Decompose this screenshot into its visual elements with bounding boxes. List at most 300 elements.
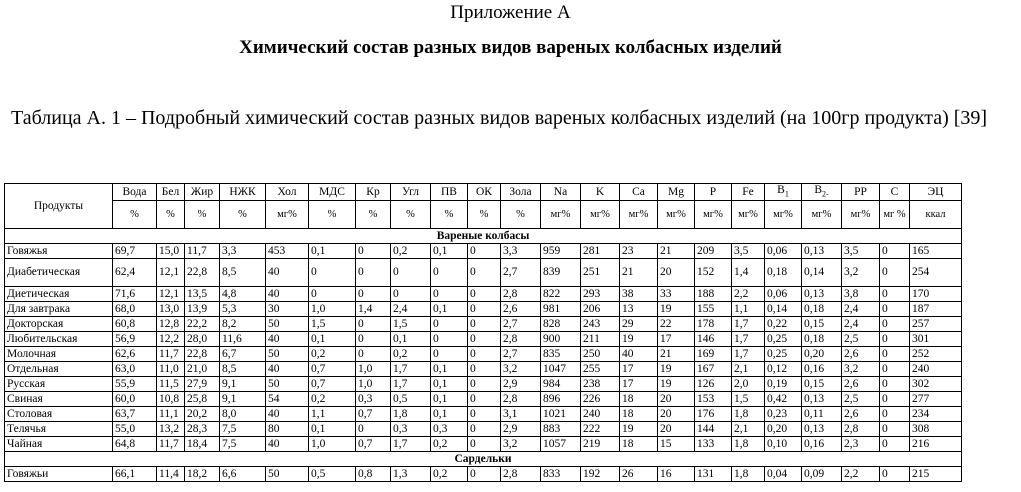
value-cell: 277: [910, 392, 962, 407]
value-cell: 1,8: [732, 407, 765, 422]
unit-header: мг %: [880, 201, 910, 229]
value-cell: 835: [541, 347, 581, 362]
product-name: Докторская: [5, 317, 113, 332]
value-cell: 40: [266, 287, 309, 302]
value-cell: 12,1: [157, 287, 185, 302]
value-cell: 22,8: [185, 347, 220, 362]
value-cell: 23: [620, 244, 658, 259]
value-cell: 0: [468, 437, 501, 452]
value-cell: 0: [356, 287, 391, 302]
value-cell: 1,8: [732, 437, 765, 452]
value-cell: 4,8: [220, 287, 266, 302]
value-cell: 131: [695, 467, 732, 482]
column-header: Зола: [501, 184, 541, 201]
value-cell: 167: [695, 362, 732, 377]
value-cell: 0,13: [802, 287, 842, 302]
value-cell: 9,1: [220, 392, 266, 407]
value-cell: 211: [581, 332, 620, 347]
value-cell: 17: [620, 377, 658, 392]
value-cell: 9,1: [220, 377, 266, 392]
table-row: [5, 392, 962, 407]
value-cell: 0: [468, 287, 501, 302]
value-cell: 15: [658, 437, 695, 452]
value-cell: 0,1: [431, 407, 468, 422]
unit-header: ккал: [910, 201, 962, 229]
value-cell: 8,5: [220, 362, 266, 377]
table-row: [5, 332, 962, 347]
unit-header: мг%: [695, 201, 732, 229]
value-cell: 176: [695, 407, 732, 422]
value-cell: 215: [910, 467, 962, 482]
value-cell: 1047: [541, 362, 581, 377]
value-cell: 0,1: [309, 332, 356, 347]
unit-header: %: [391, 201, 431, 229]
value-cell: 2,8: [501, 467, 541, 482]
unit-header: %: [309, 201, 356, 229]
value-cell: 0,11: [802, 407, 842, 422]
value-cell: 243: [581, 317, 620, 332]
value-cell: 2,0: [732, 377, 765, 392]
value-cell: 254: [910, 259, 962, 287]
value-cell: 839: [541, 259, 581, 287]
value-cell: 60,0: [113, 392, 157, 407]
value-cell: 0: [468, 422, 501, 437]
unit-header: %: [220, 201, 266, 229]
value-cell: 1021: [541, 407, 581, 422]
value-cell: 2,6: [842, 347, 880, 362]
value-cell: 2,5: [842, 392, 880, 407]
value-cell: 2,2: [732, 287, 765, 302]
chemical-composition-table: [4, 183, 962, 482]
value-cell: 11,7: [185, 244, 220, 259]
value-cell: 0,13: [802, 392, 842, 407]
value-cell: 281: [581, 244, 620, 259]
value-cell: 2,6: [842, 407, 880, 422]
product-name: Любительская: [5, 332, 113, 347]
value-cell: 28,3: [185, 422, 220, 437]
column-header: Fe: [732, 184, 765, 201]
unit-header: мг%: [658, 201, 695, 229]
value-cell: 38: [620, 287, 658, 302]
table-caption: Таблица А. 1 – Подробный химический состав разных видов вареных колбасных изделий (на 100гр продукта) [39]: [11, 107, 988, 129]
value-cell: 1,0: [356, 362, 391, 377]
value-cell: 0,23: [765, 407, 802, 422]
value-cell: 69,7: [113, 244, 157, 259]
value-cell: 0,7: [356, 407, 391, 422]
value-cell: 20: [658, 422, 695, 437]
value-cell: 981: [541, 302, 581, 317]
value-cell: 0,13: [802, 244, 842, 259]
value-cell: 50: [266, 377, 309, 392]
table-row: [5, 437, 962, 452]
value-cell: 54: [266, 392, 309, 407]
value-cell: 40: [620, 347, 658, 362]
unit-header: %: [468, 201, 501, 229]
value-cell: 293: [581, 287, 620, 302]
unit-header: мг%: [541, 201, 581, 229]
value-cell: 1,1: [309, 407, 356, 422]
table-row: [5, 422, 962, 437]
value-cell: 0,04: [765, 467, 802, 482]
unit-header: %: [113, 201, 157, 229]
value-cell: 301: [910, 332, 962, 347]
value-cell: 22,2: [185, 317, 220, 332]
value-cell: 2,8: [501, 287, 541, 302]
table-row: [5, 259, 962, 287]
value-cell: 0,7: [309, 377, 356, 392]
value-cell: 216: [910, 437, 962, 452]
value-cell: 6,6: [220, 467, 266, 482]
product-name: Говяжьи: [5, 467, 113, 482]
value-cell: 0: [309, 287, 356, 302]
product-name: Чайная: [5, 437, 113, 452]
column-header: Ca: [620, 184, 658, 201]
column-header: K: [581, 184, 620, 201]
product-name: Русская: [5, 377, 113, 392]
value-cell: 822: [541, 287, 581, 302]
value-cell: 0: [356, 244, 391, 259]
column-header: PP: [842, 184, 880, 201]
value-cell: 3,3: [220, 244, 266, 259]
value-cell: 56,9: [113, 332, 157, 347]
value-cell: 7,5: [220, 437, 266, 452]
value-cell: 13,0: [157, 302, 185, 317]
value-cell: 170: [910, 287, 962, 302]
value-cell: 16: [658, 467, 695, 482]
value-cell: 62,4: [113, 259, 157, 287]
value-cell: 0,18: [802, 332, 842, 347]
value-cell: 11,4: [157, 467, 185, 482]
value-cell: 2,4: [842, 302, 880, 317]
value-cell: 2,1: [732, 422, 765, 437]
value-cell: 1,7: [732, 332, 765, 347]
value-cell: 0,42: [765, 392, 802, 407]
value-cell: 144: [695, 422, 732, 437]
value-cell: 3,2: [501, 437, 541, 452]
value-cell: 1,0: [309, 302, 356, 317]
product-name: Свиная: [5, 392, 113, 407]
value-cell: 0,2: [431, 467, 468, 482]
value-cell: 18: [620, 392, 658, 407]
column-header: Угл: [391, 184, 431, 201]
value-cell: 3,8: [842, 287, 880, 302]
value-cell: 169: [695, 347, 732, 362]
value-cell: 255: [581, 362, 620, 377]
unit-header: %: [157, 201, 185, 229]
product-header: Продукты: [5, 184, 113, 229]
section-row: [5, 452, 962, 467]
value-cell: 0: [468, 407, 501, 422]
value-cell: 50: [266, 317, 309, 332]
column-header: $B_1$: [765, 184, 802, 201]
value-cell: 21: [658, 244, 695, 259]
product-name: Говяжья: [5, 244, 113, 259]
value-cell: 0: [431, 259, 468, 287]
value-cell: 20: [658, 407, 695, 422]
value-cell: 0: [356, 347, 391, 362]
product-name: Молочная: [5, 347, 113, 362]
value-cell: 0: [880, 362, 910, 377]
value-cell: 1,4: [356, 302, 391, 317]
value-cell: 240: [910, 362, 962, 377]
value-cell: 0,16: [802, 437, 842, 452]
value-cell: 155: [695, 302, 732, 317]
column-header: P: [695, 184, 732, 201]
value-cell: 0,12: [765, 362, 802, 377]
value-cell: 209: [695, 244, 732, 259]
value-cell: 188: [695, 287, 732, 302]
value-cell: 2,4: [842, 317, 880, 332]
value-cell: 0,1: [309, 244, 356, 259]
table-row: [5, 302, 962, 317]
value-cell: 13,5: [185, 287, 220, 302]
column-header: Хол: [266, 184, 309, 201]
value-cell: 12,2: [157, 332, 185, 347]
value-cell: 900: [541, 332, 581, 347]
value-cell: 0: [431, 332, 468, 347]
value-cell: 19: [658, 362, 695, 377]
value-cell: 0: [356, 259, 391, 287]
value-cell: 10,8: [157, 392, 185, 407]
value-cell: 252: [910, 347, 962, 362]
value-cell: 27,9: [185, 377, 220, 392]
value-cell: 11,0: [157, 362, 185, 377]
value-cell: 2,6: [501, 302, 541, 317]
value-cell: 0: [880, 332, 910, 347]
table-row: [5, 467, 962, 482]
value-cell: 0: [468, 362, 501, 377]
value-cell: 257: [910, 317, 962, 332]
section-row: [5, 229, 962, 244]
value-cell: 0,06: [765, 244, 802, 259]
value-cell: 0: [880, 244, 910, 259]
product-name: Столовая: [5, 407, 113, 422]
value-cell: 0: [468, 259, 501, 287]
value-cell: 0: [880, 437, 910, 452]
value-cell: 1,4: [732, 259, 765, 287]
unit-header: %: [501, 201, 541, 229]
value-cell: 0: [431, 347, 468, 362]
value-cell: 251: [581, 259, 620, 287]
value-cell: 0: [880, 317, 910, 332]
value-cell: 187: [910, 302, 962, 317]
column-header: Mg: [658, 184, 695, 201]
value-cell: 833: [541, 467, 581, 482]
value-cell: 17: [620, 362, 658, 377]
value-cell: 0: [356, 422, 391, 437]
value-cell: 0: [468, 332, 501, 347]
value-cell: 8,5: [220, 259, 266, 287]
value-cell: 883: [541, 422, 581, 437]
value-cell: 0: [431, 317, 468, 332]
value-cell: 28,0: [185, 332, 220, 347]
value-cell: 0: [880, 407, 910, 422]
value-cell: 0,1: [431, 362, 468, 377]
value-cell: 0: [356, 317, 391, 332]
value-cell: 2,2: [842, 467, 880, 482]
value-cell: 126: [695, 377, 732, 392]
document-heading: Химический состав разных видов вареных колбасных изделий: [239, 37, 782, 58]
value-cell: 11,7: [157, 347, 185, 362]
value-cell: 0,20: [802, 347, 842, 362]
value-cell: 2,9: [501, 377, 541, 392]
value-cell: 0,1: [431, 377, 468, 392]
value-cell: 13: [620, 302, 658, 317]
unit-header: мг%: [842, 201, 880, 229]
value-cell: 0: [880, 287, 910, 302]
value-cell: 11,7: [157, 437, 185, 452]
value-cell: 0,2: [391, 244, 431, 259]
table-row: [5, 362, 962, 377]
value-cell: 11,5: [157, 377, 185, 392]
value-cell: 219: [581, 437, 620, 452]
value-cell: 5,3: [220, 302, 266, 317]
value-cell: 8,2: [220, 317, 266, 332]
column-header: Вода: [113, 184, 157, 201]
value-cell: 2,9: [501, 422, 541, 437]
value-cell: 0,13: [802, 422, 842, 437]
column-header: C: [880, 184, 910, 201]
value-cell: 984: [541, 377, 581, 392]
value-cell: 1,8: [732, 467, 765, 482]
value-cell: 1,0: [356, 377, 391, 392]
value-cell: 152: [695, 259, 732, 287]
value-cell: 71,6: [113, 287, 157, 302]
value-cell: 18: [620, 407, 658, 422]
value-cell: 1057: [541, 437, 581, 452]
value-cell: 63,7: [113, 407, 157, 422]
column-header: МДС: [309, 184, 356, 201]
value-cell: 1,5: [309, 317, 356, 332]
value-cell: 18: [620, 437, 658, 452]
value-cell: 1,7: [391, 377, 431, 392]
value-cell: 2,4: [391, 302, 431, 317]
column-header: Жир: [185, 184, 220, 201]
value-cell: 19: [658, 377, 695, 392]
value-cell: 0,19: [765, 377, 802, 392]
value-cell: 0: [431, 287, 468, 302]
value-cell: 0,2: [309, 392, 356, 407]
value-cell: 3,3: [501, 244, 541, 259]
value-cell: 0,25: [765, 347, 802, 362]
value-cell: 302: [910, 377, 962, 392]
value-cell: 21: [620, 259, 658, 287]
table-row: [5, 244, 962, 259]
value-cell: 453: [266, 244, 309, 259]
value-cell: 0,8: [356, 467, 391, 482]
unit-header: мг%: [620, 201, 658, 229]
table-row: [5, 377, 962, 392]
value-cell: 0,16: [802, 362, 842, 377]
value-cell: 0: [468, 347, 501, 362]
value-cell: 3,1: [501, 407, 541, 422]
value-cell: 0,18: [765, 259, 802, 287]
value-cell: 0,2: [309, 347, 356, 362]
value-cell: 0,15: [802, 377, 842, 392]
table-row: [5, 407, 962, 422]
value-cell: 21,0: [185, 362, 220, 377]
value-cell: 206: [581, 302, 620, 317]
value-cell: 20: [658, 259, 695, 287]
value-cell: 0,5: [309, 467, 356, 482]
value-cell: 0: [309, 259, 356, 287]
value-cell: 3,5: [842, 244, 880, 259]
value-cell: 62,6: [113, 347, 157, 362]
value-cell: 1,0: [309, 437, 356, 452]
value-cell: 0: [468, 467, 501, 482]
value-cell: 19: [620, 422, 658, 437]
product-name: Отдельная: [5, 362, 113, 377]
column-header: Кр: [356, 184, 391, 201]
value-cell: 20,2: [185, 407, 220, 422]
value-cell: 8,0: [220, 407, 266, 422]
value-cell: 3,5: [732, 244, 765, 259]
value-cell: 0,3: [356, 392, 391, 407]
value-cell: 2,8: [501, 332, 541, 347]
value-cell: 0: [880, 259, 910, 287]
value-cell: 0,1: [431, 244, 468, 259]
value-cell: 0,7: [309, 362, 356, 377]
value-cell: 1,7: [732, 347, 765, 362]
value-cell: 40: [266, 362, 309, 377]
value-cell: 0: [880, 467, 910, 482]
value-cell: 0: [880, 392, 910, 407]
value-cell: 0,06: [765, 287, 802, 302]
product-name: Диабетическая: [5, 259, 113, 287]
column-header: Бел: [157, 184, 185, 201]
value-cell: 55,0: [113, 422, 157, 437]
unit-header: %: [185, 201, 220, 229]
value-cell: 17: [658, 332, 695, 347]
value-cell: 40: [266, 332, 309, 347]
product-name: Для завтрака: [5, 302, 113, 317]
value-cell: 0,18: [802, 302, 842, 317]
value-cell: 0: [880, 377, 910, 392]
section-title: Сардельки: [5, 452, 962, 467]
value-cell: 0,1: [309, 422, 356, 437]
product-name: Диетическая: [5, 287, 113, 302]
value-cell: 238: [581, 377, 620, 392]
value-cell: 0,14: [765, 302, 802, 317]
value-cell: 0,25: [765, 332, 802, 347]
value-cell: 50: [266, 347, 309, 362]
value-cell: 146: [695, 332, 732, 347]
column-header: $B_{2-}$: [802, 184, 842, 201]
value-cell: 959: [541, 244, 581, 259]
value-cell: 0: [468, 302, 501, 317]
value-cell: 15,0: [157, 244, 185, 259]
value-cell: 0,2: [391, 347, 431, 362]
value-cell: 1,8: [391, 407, 431, 422]
value-cell: 0,1: [431, 302, 468, 317]
value-cell: 7,5: [220, 422, 266, 437]
unit-header: мг%: [765, 201, 802, 229]
table-row: [5, 347, 962, 362]
value-cell: 2,7: [501, 347, 541, 362]
column-header: ОК: [468, 184, 501, 201]
value-cell: 3,2: [842, 362, 880, 377]
value-cell: 0: [468, 317, 501, 332]
unit-header: мг%: [581, 201, 620, 229]
value-cell: 250: [581, 347, 620, 362]
value-cell: 0: [468, 392, 501, 407]
value-cell: 0,1: [391, 332, 431, 347]
value-cell: 2,7: [501, 317, 541, 332]
value-cell: 40: [266, 437, 309, 452]
value-cell: 192: [581, 467, 620, 482]
value-cell: 12,8: [157, 317, 185, 332]
column-header: Na: [541, 184, 581, 201]
